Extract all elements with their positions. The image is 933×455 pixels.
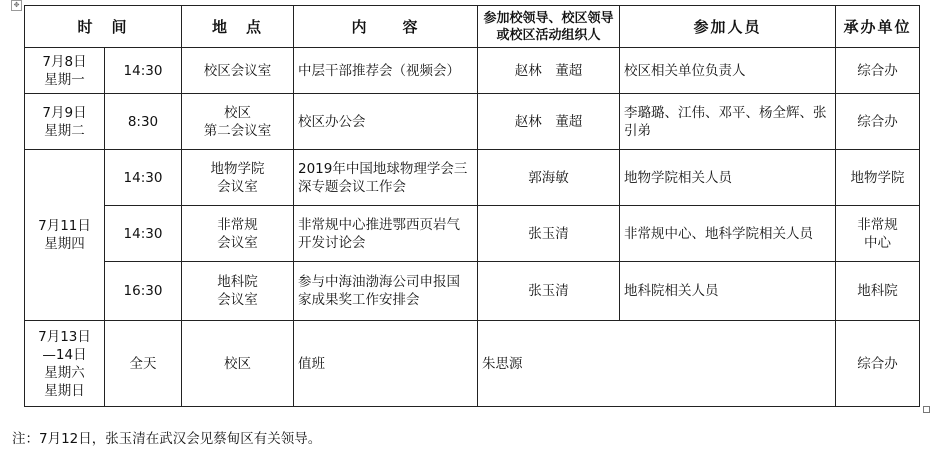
date-cell (25, 48, 105, 94)
time-cell: 14:30 (105, 206, 182, 262)
content-cell: 非常规中心推进鄂西页岩气开发讨论会 (294, 206, 478, 262)
participants-cell: 地科院相关人员 (620, 262, 836, 321)
organizer-cell: 地物学院 (836, 150, 920, 206)
leaders-cell: 赵林 董超 (478, 48, 620, 94)
table-row (25, 262, 920, 321)
content-cell: 值班 (294, 321, 478, 407)
time-cell: 16:30 (105, 262, 182, 321)
organizer-cell: 非常规 中心 (836, 206, 920, 262)
table-row (25, 150, 920, 206)
organizer-cell: 综合办 (836, 94, 920, 150)
header-participants: 参加人员 (620, 6, 836, 48)
date-cell: 7月13日 —14日 星期六 星期日 (25, 321, 105, 407)
content-cell: 2019年中国地球物理学会三深专题会议工作会 (294, 150, 478, 206)
participants-cell: 李璐璐、江伟、邓平、杨全辉、张引弟 (620, 94, 836, 150)
date-cell: 7月11日 星期四 (25, 150, 105, 321)
header-organizer: 承办单位 (836, 6, 920, 48)
place-cell: 非常规 会议室 (182, 206, 294, 262)
table-row (25, 321, 920, 407)
date-cell: 7月9日 星期二 (25, 94, 105, 150)
table-resize-handle[interactable] (923, 406, 930, 413)
header-time: 时 间 (25, 6, 182, 48)
leaders-cell: 郭海敏 (478, 150, 620, 206)
organizer-cell: 地科院 (836, 262, 920, 321)
time-cell: 全天 (105, 321, 182, 407)
place-cell: 地科院 会议室 (182, 262, 294, 321)
date-line: 7月8日 星期一 (42, 53, 87, 88)
place-cell: 校区会议室 (182, 48, 294, 94)
table-row (25, 94, 920, 150)
place-cell: 校区 (182, 321, 294, 407)
time-cell: 14:30 (105, 48, 182, 94)
leaders-cell: 张玉清 (478, 206, 620, 262)
table-header-row (25, 6, 920, 48)
place-cell: 地物学院 会议室 (182, 150, 294, 206)
organizer-cell: 综合办 (836, 48, 920, 94)
footnote: 注：7月12日，张玉清在武汉会见蔡甸区有关领导。 (12, 431, 322, 447)
time-cell: 8:30 (105, 94, 182, 150)
organizer-cell: 综合办 (836, 321, 920, 407)
participants-cell: 地物学院相关人员 (620, 150, 836, 206)
table-row (25, 48, 920, 94)
participants-cell: 非常规中心、地科学院相关人员 (620, 206, 836, 262)
participants-cell: 校区相关单位负责人 (620, 48, 836, 94)
table-anchor-icon[interactable]: ✥ (11, 0, 22, 11)
place-cell: 校区 第二会议室 (182, 94, 294, 150)
header-content: 内 容 (294, 6, 478, 48)
time-cell: 14:30 (105, 150, 182, 206)
leaders-cell: 张玉清 (478, 262, 620, 321)
table-row (25, 206, 920, 262)
content-cell: 校区办公会 (294, 94, 478, 150)
header-place: 地 点 (182, 6, 294, 48)
header-leaders: 参加校领导、校区领导或校区活动组织人 (478, 6, 620, 48)
schedule-table (24, 5, 920, 407)
leaders-cell: 朱思源 (478, 321, 836, 407)
leaders-cell: 赵林 董超 (478, 94, 620, 150)
content-cell: 参与中海油渤海公司申报国家成果奖工作安排会 (294, 262, 478, 321)
content-cell: 中层干部推荐会（视频会） (294, 48, 478, 94)
